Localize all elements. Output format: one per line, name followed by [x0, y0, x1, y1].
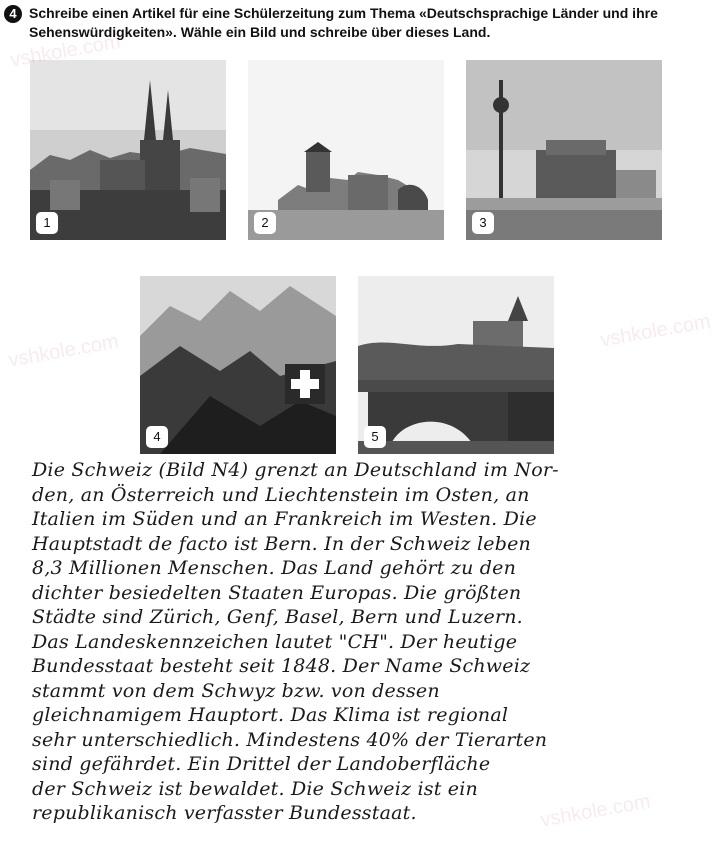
answer-line: sehr unterschiedlich. Mindestens 40% der Tierarten — [32, 728, 548, 751]
answer-line: republikanisch verfasster Bundesstaat. — [32, 802, 417, 824]
photo-number-1: 1 — [36, 212, 58, 234]
photo-number-5: 5 — [364, 426, 386, 448]
photo-number-3: 3 — [472, 212, 494, 234]
exercise-header — [4, 4, 680, 42]
answer-line: der Schweiz ist bewaldet. Die Schweiz ist ein — [32, 777, 478, 800]
exercise-number-badge: 4 — [4, 5, 22, 23]
handwritten-answer — [32, 458, 672, 826]
answer-line: gleichnamigem Hauptort. Das Klima ist regional — [32, 704, 509, 726]
answer-line: Die Schweiz (Bild N4) grenzt an Deutschland im Nor- — [32, 459, 559, 481]
exercise-4 — [4, 4, 680, 42]
answer-line: Italien im Süden und an Frankreich im Westen. Die — [32, 508, 537, 530]
watermark: vshkole.com — [6, 330, 121, 372]
answer-line: Städte sind Zürich, Genf, Basel, Bern und Luzern. — [32, 606, 523, 628]
photo-2 — [248, 60, 444, 240]
bridge-photo — [358, 276, 554, 454]
photo-4 — [140, 276, 336, 454]
alps-swiss-flag-photo — [140, 276, 336, 454]
answer-line: Hauptstadt de facto ist Bern. In der Schweiz leben — [32, 532, 531, 555]
answer-line: 8,3 Millionen Menschen. Das Land gehört zu den — [32, 557, 517, 579]
answer-line: Bundesstaat besteht seit 1848. Der Name Schweiz — [32, 655, 531, 677]
photo-number-4: 4 — [146, 426, 168, 448]
castle-photo — [248, 60, 444, 240]
answer-line: sind gefährdet. Ein Drittel der Landoberfläche — [32, 753, 491, 775]
photo-5 — [358, 276, 554, 454]
watermark: vshkole.com — [538, 790, 653, 832]
photo-3 — [466, 60, 662, 240]
tv-tower-square-photo — [466, 60, 662, 240]
cathedral-city-photo — [30, 60, 226, 240]
answer-line: stammt von dem Schwyz bzw. von dessen — [32, 679, 440, 702]
answer-line: Das Landeskennzeichen lautet "CH". Der heutige — [32, 630, 518, 653]
answer-line: dichter besiedelten Staaten Europas. Die größten — [32, 581, 522, 604]
photo-1 — [30, 60, 226, 240]
answer-line: den, an Österreich und Liechtenstein im Osten, an — [32, 483, 530, 506]
exercise-instruction: Schreibe einen Artikel für eine Schülerzeitung zum Thema «Deutschsprachige Länder und ihre Sehenswürdigkeiten». Wähle ein Bild und schreibe über dieses Land. — [29, 5, 658, 40]
watermark: vshkole.com — [598, 310, 712, 352]
watermark: vshkole.com — [8, 30, 123, 72]
photo-number-2: 2 — [254, 212, 276, 234]
